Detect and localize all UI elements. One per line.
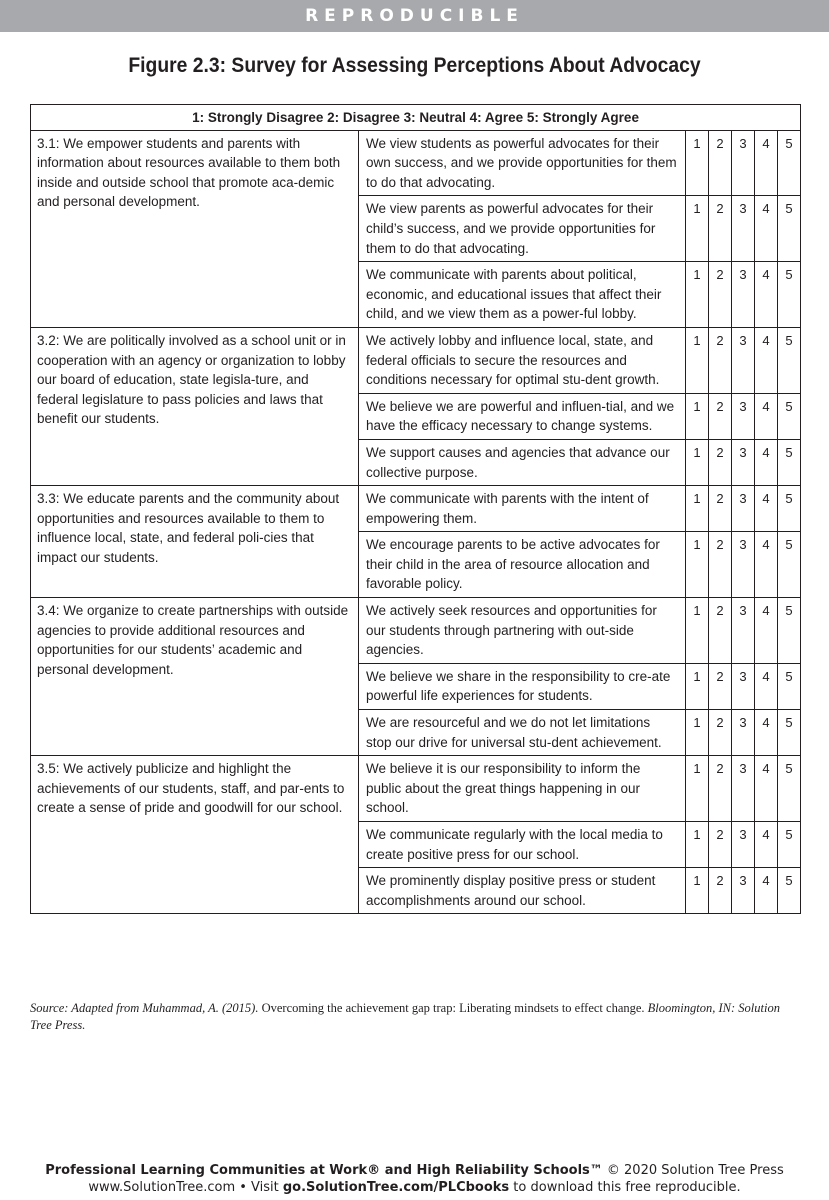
statement-cell: We are resourceful and we do not let limitations stop our drive for universal stu-dent achievement. [359,710,686,756]
statement-cell: We view students as powerful advocates for their own success, and we provide opportunities for them to do that advocating. [359,130,686,196]
rating-option-3[interactable]: 3 [732,130,755,196]
rating-option-4[interactable]: 4 [755,663,778,709]
rating-option-3[interactable]: 3 [732,532,755,598]
footer-download-text: to download this free reproducible. [509,1180,741,1195]
rating-option-1[interactable]: 1 [686,393,709,439]
rating-option-4[interactable]: 4 [755,822,778,868]
rating-option-4[interactable]: 4 [755,393,778,439]
rating-option-3[interactable]: 3 [732,598,755,664]
rating-option-1[interactable]: 1 [686,486,709,532]
statement-cell: We communicate with parents with the intent of empowering them. [359,486,686,532]
statement-cell: We believe we are powerful and influen-tial, and we have the efficacy necessary to change systems. [359,393,686,439]
rating-option-5[interactable]: 5 [778,710,801,756]
rating-option-4[interactable]: 4 [755,756,778,822]
rating-option-4[interactable]: 4 [755,598,778,664]
rating-option-3[interactable]: 3 [732,262,755,328]
rating-option-5[interactable]: 5 [778,598,801,664]
category-cell: 3.4: We organize to create partnerships with outside agencies to provide additional resources and opportunities for our students’ academic and personal development. [31,598,359,756]
footer-copyright: © 2020 Solution Tree Press [602,1163,784,1178]
rating-option-1[interactable]: 1 [686,262,709,328]
rating-option-2[interactable]: 2 [709,756,732,822]
survey-row [31,130,801,196]
survey-table [30,104,801,914]
footer-download-link[interactable]: go.SolutionTree.com/PLCbooks [282,1180,510,1195]
statement-cell: We actively seek resources and opportunities for our students through partnering with out-side agencies. [359,598,686,664]
rating-option-2[interactable]: 2 [709,598,732,664]
statement-cell: We encourage parents to be active advocates for their child in the area of resource allocation and favorable policy. [359,532,686,598]
category-cell: 3.2: We are politically involved as a school unit or in cooperation with an agency or organization to lobby our board of education, state legisla-ture, and federal legislature to pass policies and laws that benefit our students. [31,327,359,485]
rating-option-1[interactable]: 1 [686,710,709,756]
rating-option-1[interactable]: 1 [686,663,709,709]
statement-cell: We view parents as powerful advocates for their child’s success, and we provide opportunities for them to do that advocating. [359,196,686,262]
survey-row [31,756,801,822]
rating-option-4[interactable]: 4 [755,262,778,328]
figure-title: Figure 2.3: Survey for Assessing Perceptions About Advocacy [128,54,701,77]
rating-option-3[interactable]: 3 [732,327,755,393]
rating-option-4[interactable]: 4 [755,710,778,756]
rating-option-2[interactable]: 2 [709,532,732,598]
rating-option-4[interactable]: 4 [755,196,778,262]
rating-option-1[interactable]: 1 [686,439,709,485]
source-publisher: Bloomington, IN: Solution Tree Press. [30,1001,780,1032]
rating-scale-header: 1: Strongly Disagree 2: Disagree 3: Neutral 4: Agree 5: Strongly Agree [31,105,801,131]
rating-option-2[interactable]: 2 [709,262,732,328]
rating-option-1[interactable]: 1 [686,868,709,914]
source-prefix: Source: Adapted from Muhammad, A. (2015). [30,1001,259,1015]
rating-option-2[interactable]: 2 [709,822,732,868]
reproducible-banner: REPRODUCIBLE [0,0,829,32]
survey-row [31,598,801,664]
footer-line-2 [0,1179,829,1196]
rating-option-2[interactable]: 2 [709,196,732,262]
footer-series-title: Professional Learning Communities at Work® and High Reliability Schools™ [45,1163,603,1178]
category-cell: 3.3: We educate parents and the community about opportunities and resources available to them to influence local, state, and federal poli-cies that impact our students. [31,486,359,598]
footer-website: www.SolutionTree.com • Visit [88,1180,283,1195]
rating-option-3[interactable]: 3 [732,822,755,868]
rating-option-3[interactable]: 3 [732,393,755,439]
rating-option-5[interactable]: 5 [778,130,801,196]
rating-option-2[interactable]: 2 [709,439,732,485]
category-cell: 3.5: We actively publicize and highlight the achievements of our students, staff, and par-ents to create a sense of pride and goodwill for our school. [31,756,359,914]
survey-row [31,327,801,393]
statement-cell: We actively lobby and influence local, state, and federal officials to secure the resources and conditions necessary for optimal stu-dent growth. [359,327,686,393]
rating-option-4[interactable]: 4 [755,439,778,485]
rating-option-1[interactable]: 1 [686,130,709,196]
source-book-title: Overcoming the achievement gap trap: Liberating mindsets to effect change. [258,1001,645,1015]
footer-line-1 [0,1162,829,1179]
rating-option-5[interactable]: 5 [778,196,801,262]
page-footer [0,1162,829,1196]
rating-option-5[interactable]: 5 [778,262,801,328]
rating-option-2[interactable]: 2 [709,327,732,393]
rating-option-1[interactable]: 1 [686,598,709,664]
rating-option-1[interactable]: 1 [686,532,709,598]
rating-option-3[interactable]: 3 [732,439,755,485]
statement-cell: We communicate with parents about political, economic, and educational issues that affect their child, and we view them as a power-ful lobby. [359,262,686,328]
statement-cell: We prominently display positive press or student accomplishments around our school. [359,868,686,914]
statement-cell: We believe it is our responsibility to inform the public about the great things happening in our school. [359,756,686,822]
rating-option-4[interactable]: 4 [755,486,778,532]
rating-option-2[interactable]: 2 [709,486,732,532]
rating-option-1[interactable]: 1 [686,327,709,393]
rating-option-5[interactable]: 5 [778,868,801,914]
rating-option-5[interactable]: 5 [778,327,801,393]
statement-cell: We communicate regularly with the local media to create positive press for our school. [359,822,686,868]
survey-body [31,130,801,914]
rating-option-4[interactable]: 4 [755,868,778,914]
rating-option-4[interactable]: 4 [755,130,778,196]
rating-option-4[interactable]: 4 [755,532,778,598]
rating-option-3[interactable]: 3 [732,663,755,709]
rating-option-3[interactable]: 3 [732,756,755,822]
rating-option-5[interactable]: 5 [778,393,801,439]
rating-option-3[interactable]: 3 [732,710,755,756]
category-cell: 3.1: We empower students and parents with information about resources available to them both inside and outside school that promote aca-demic and personal development. [31,130,359,327]
rating-option-2[interactable]: 2 [709,663,732,709]
rating-option-2[interactable]: 2 [709,130,732,196]
rating-option-2[interactable]: 2 [709,710,732,756]
rating-option-2[interactable]: 2 [709,868,732,914]
rating-option-5[interactable]: 5 [778,822,801,868]
rating-option-1[interactable]: 1 [686,756,709,822]
rating-option-1[interactable]: 1 [686,822,709,868]
rating-option-2[interactable]: 2 [709,393,732,439]
rating-option-5[interactable]: 5 [778,439,801,485]
statement-cell: We believe we share in the responsibility to cre-ate powerful life experiences for students. [359,663,686,709]
rating-option-3[interactable]: 3 [732,868,755,914]
source-citation [30,1000,800,1034]
rating-option-3[interactable]: 3 [732,486,755,532]
statement-cell: We support causes and agencies that advance our collective purpose. [359,439,686,485]
rating-option-5[interactable]: 5 [778,532,801,598]
rating-option-5[interactable]: 5 [778,663,801,709]
rating-option-5[interactable]: 5 [778,756,801,822]
survey-row [31,486,801,532]
rating-option-4[interactable]: 4 [755,327,778,393]
rating-option-5[interactable]: 5 [778,486,801,532]
rating-option-1[interactable]: 1 [686,196,709,262]
rating-option-3[interactable]: 3 [732,196,755,262]
